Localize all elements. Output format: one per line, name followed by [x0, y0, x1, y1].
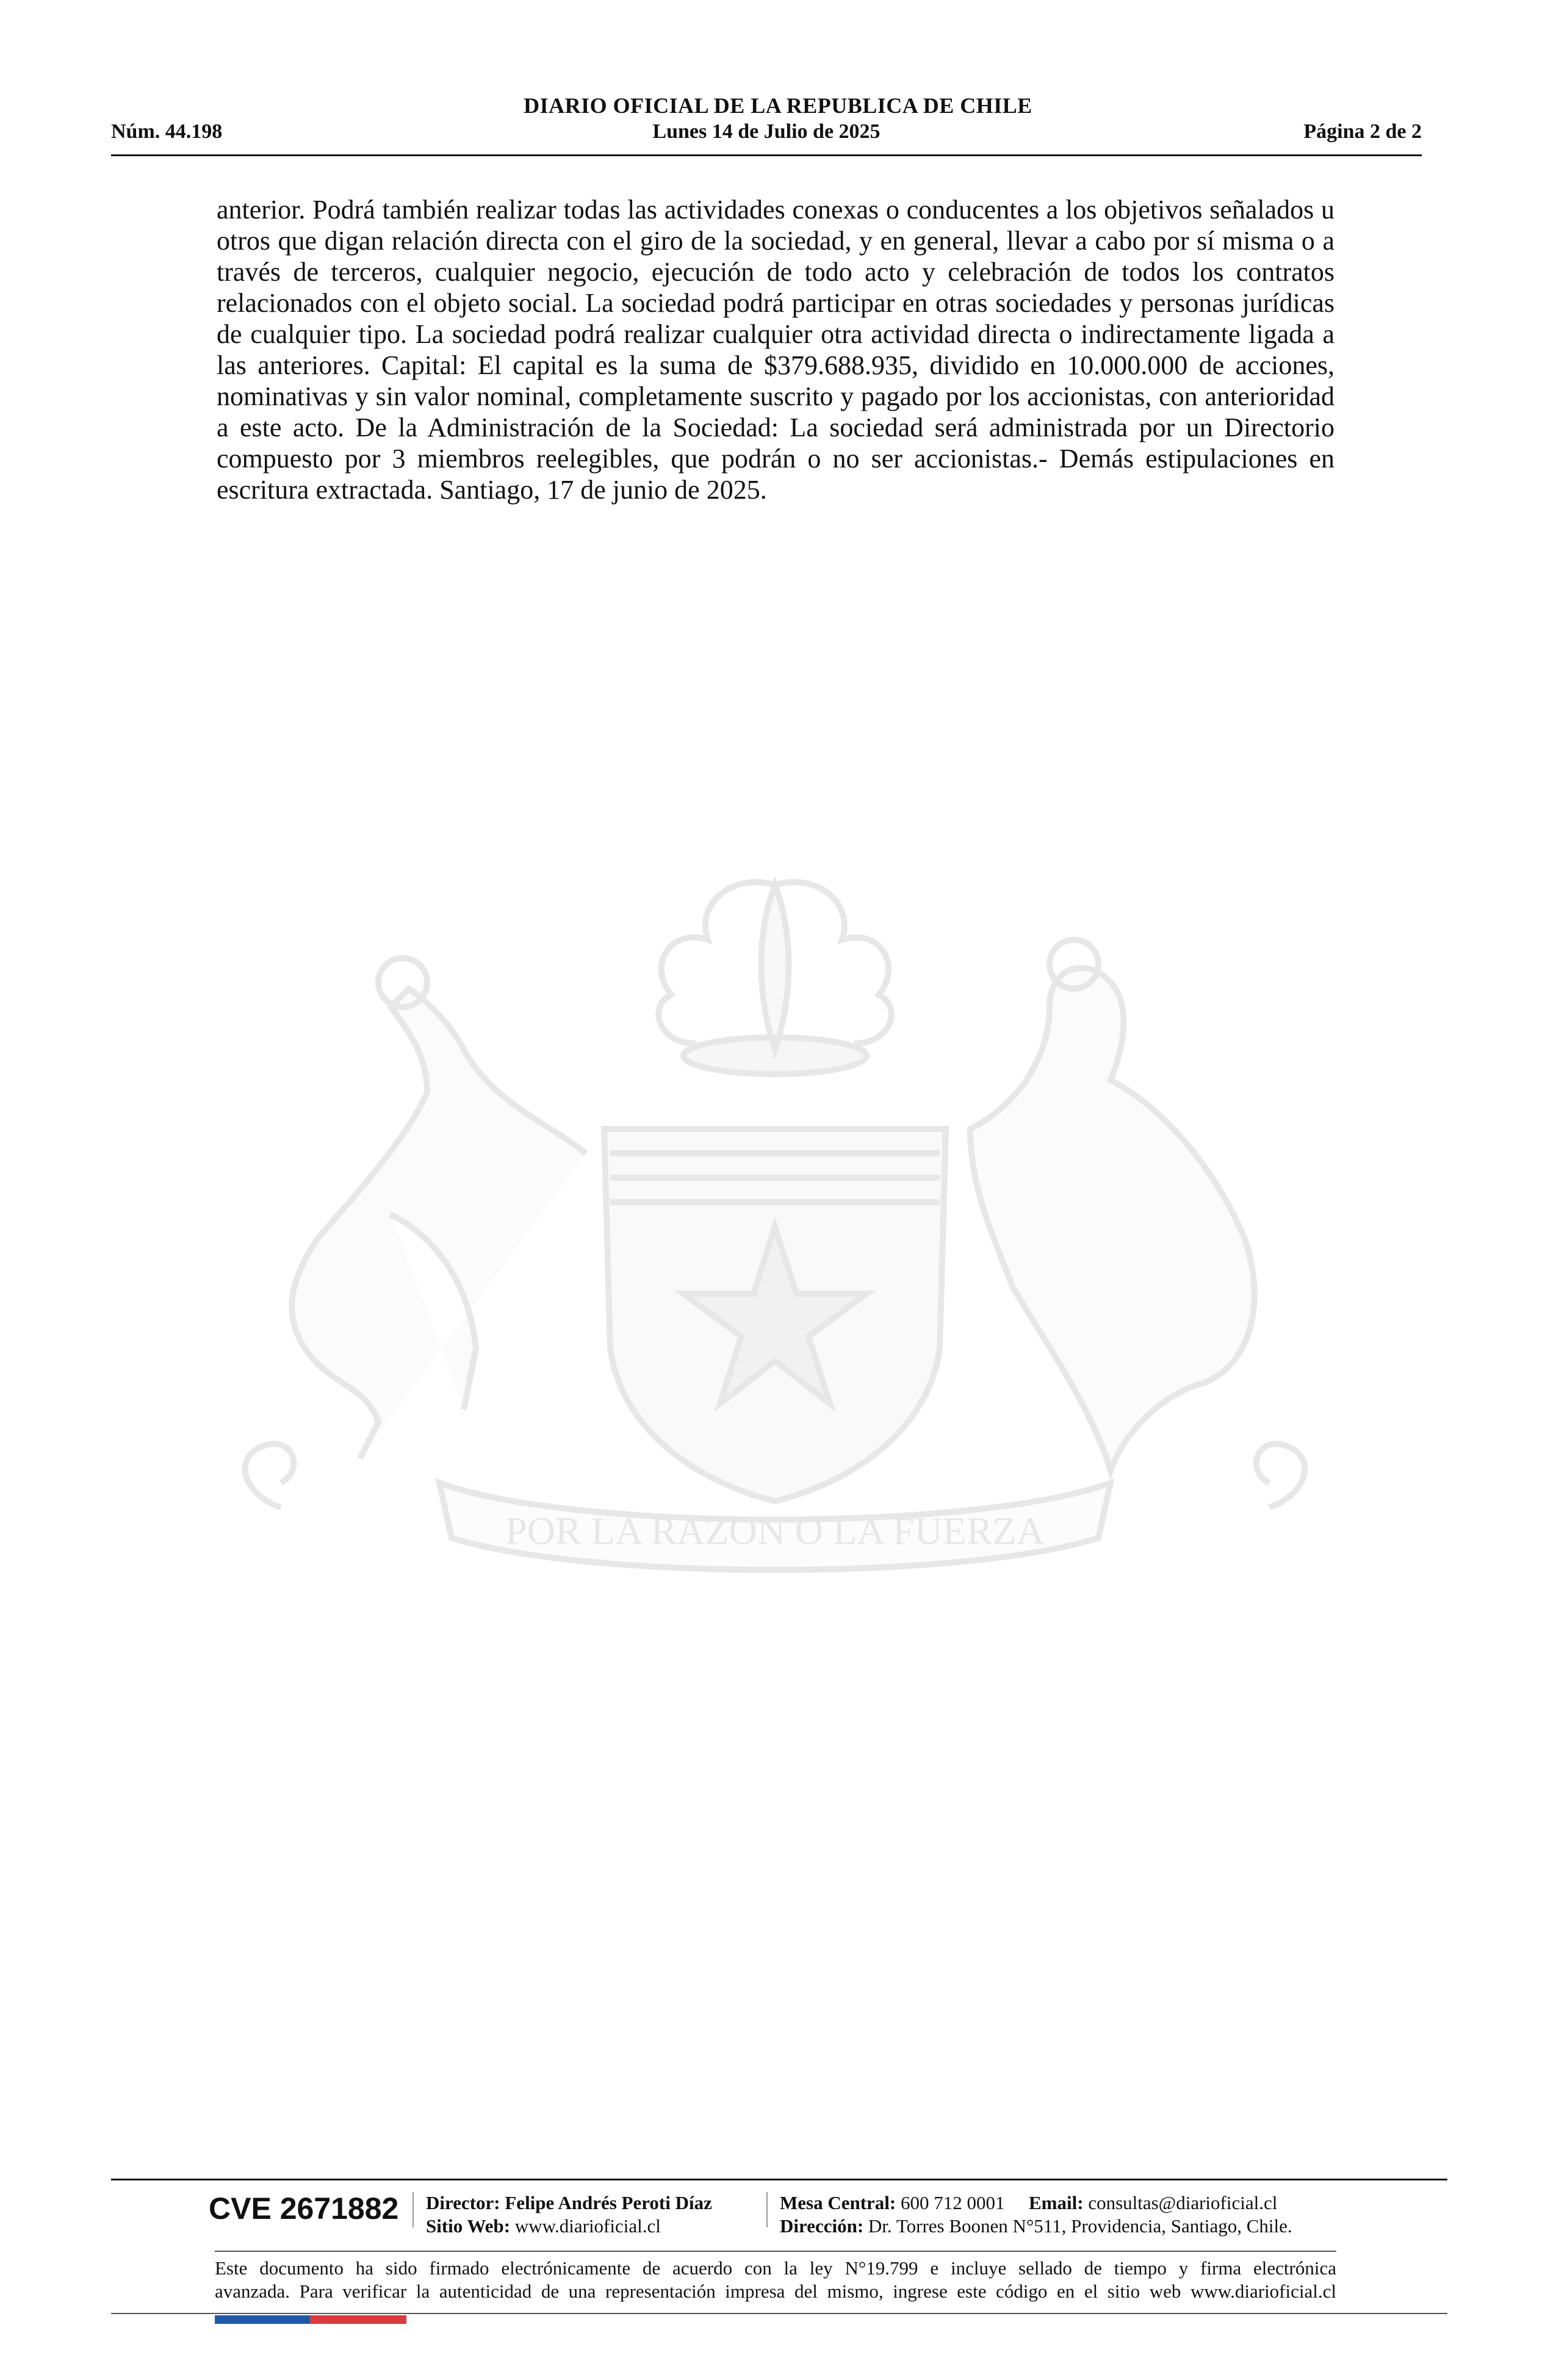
- address-line: [780, 2215, 1292, 2238]
- issue-number: Núm. 44.198: [111, 120, 223, 143]
- signature-disclaimer: [215, 2257, 1336, 2303]
- director-line: [426, 2191, 712, 2215]
- page-number: Página 2 de 2: [1303, 120, 1422, 143]
- website-line: [426, 2215, 661, 2238]
- director-label: Director:: [426, 2192, 500, 2213]
- disclaimer-line-1: Este documento ha sido firmado electrónicamente de acuerdo con la ley N°19.799 e incluye sellado de tiempo y firma electrónica: [215, 2257, 1336, 2279]
- footer-divider-mid: [215, 2251, 1336, 2252]
- watermark-motto: POR LA RAZON O LA FUERZA: [505, 1509, 1045, 1552]
- email-label: Email:: [1029, 2192, 1084, 2213]
- email-link[interactable]: consultas@diarioficial.cl: [1088, 2192, 1278, 2213]
- issue-date: Lunes 14 de Julio de 2025: [652, 120, 881, 143]
- footer-separator: [766, 2192, 768, 2227]
- disclaimer-line-2: avanzada. Para verificar la autenticidad de una representación impresa del mismo, ingrese este código en el sitio web www.diarioficial.cl: [215, 2281, 1336, 2302]
- body-paragraph: anterior. Podrá también realizar todas las actividades conexas o conducentes a los objetivos señalados u otros que digan relación directa con el giro de la sociedad, y en general, llevar a cabo por sí misma o a través de terceros, cualquier negocio, ejecución de todo acto y celebración de todos los contratos relacionados con el objeto social. La sociedad podrá participar en otras sociedades y personas jurídicas de cualquier tipo. La sociedad podrá realizar cualquier otra actividad directa o indirectamente ligada a las anteriores. Capital: El capital es la suma de $379.688.935, dividido en 10.000.000 de acciones, nominativas y sin valor nominal, completamente suscrito y pagado por los accionistas, con anterioridad a este acto. De la Administración de la Sociedad: La sociedad será administrada por un Directorio compuesto por 3 miembros reelegibles, que podrán o no ser accionistas.- Demás estipulaciones en escritura extractada. Santiago, 17 de junio de 2025.: [217, 195, 1334, 505]
- footer-divider-bottom: [111, 2313, 1447, 2314]
- cve-code: CVE 2671882: [209, 2191, 399, 2226]
- header-row: [111, 120, 1422, 148]
- contact-line: [780, 2191, 1277, 2215]
- footer-separator: [412, 2192, 414, 2227]
- address-text: Dr. Torres Boonen N°511, Providencia, Santiago, Chile.: [868, 2215, 1292, 2237]
- flag-stripe-red: [310, 2315, 406, 2324]
- phone-label: Mesa Central:: [780, 2192, 896, 2213]
- director-name: Felipe Andrés Peroti Díaz: [505, 2192, 712, 2213]
- address-label: Dirección:: [780, 2215, 864, 2237]
- flag-stripe-blue: [215, 2315, 310, 2324]
- newspaper-title: DIARIO OFICIAL DE LA REPUBLICA DE CHILE: [524, 93, 1032, 118]
- website-label: Sitio Web:: [426, 2215, 511, 2237]
- footer-divider-top: [111, 2179, 1447, 2180]
- website-link[interactable]: www.diarioficial.cl: [514, 2215, 661, 2237]
- coat-of-arms-icon: [207, 848, 1342, 1672]
- phone-number: 600 712 0001: [901, 2192, 1005, 2213]
- header-divider: [111, 154, 1422, 156]
